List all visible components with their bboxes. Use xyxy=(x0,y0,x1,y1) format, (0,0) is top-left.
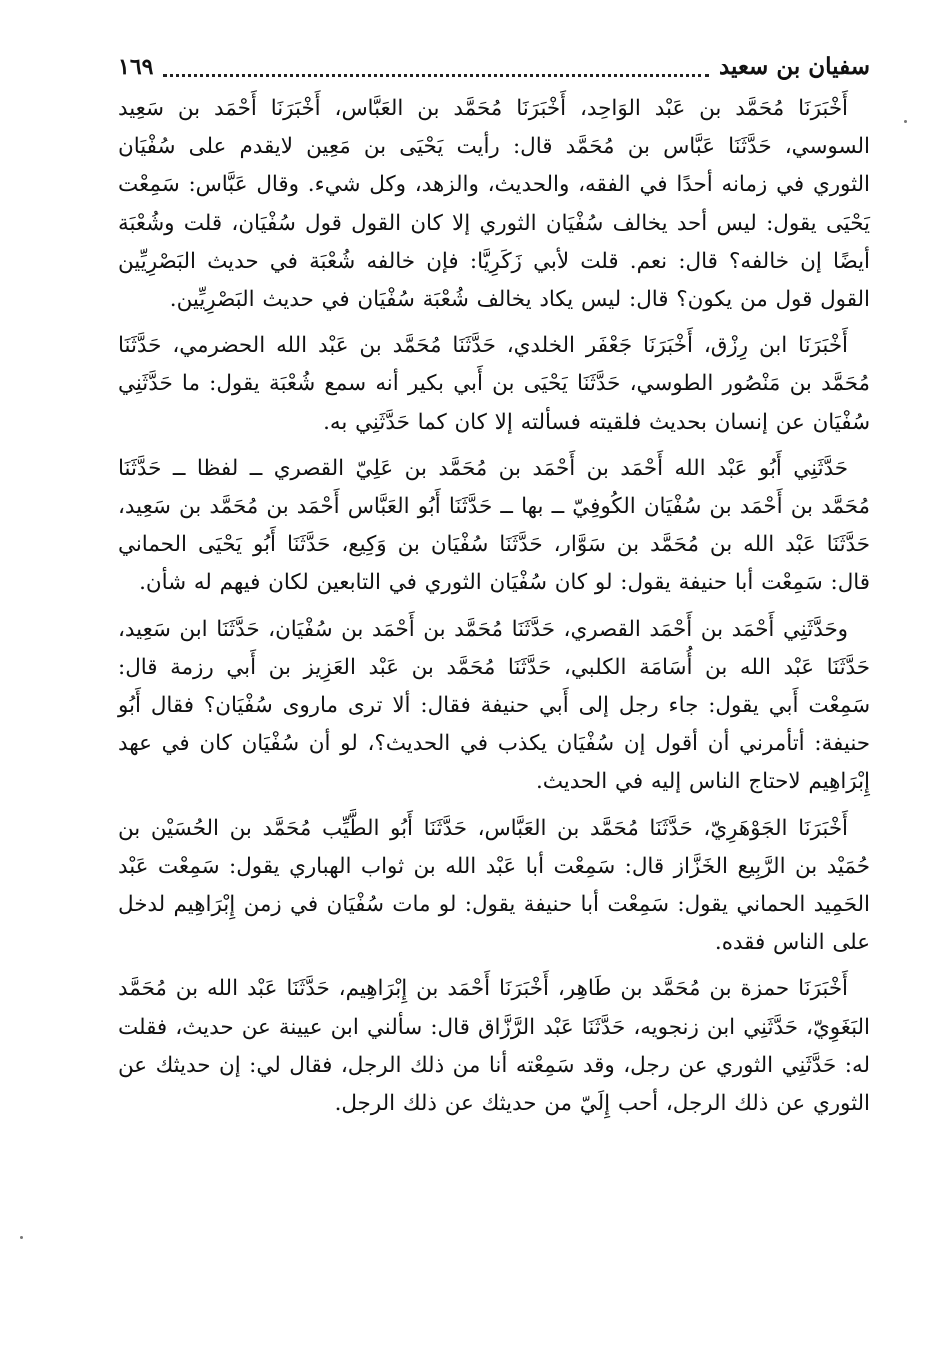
book-page xyxy=(118,50,870,1340)
page-body xyxy=(118,90,870,1123)
margin-speck xyxy=(20,1236,23,1239)
paragraph-3: حَدَّثَنِي أَبُو عَبْد الله أَحْمَد بن أَحْمَد بن مُحَمَّد بن عَلِيّ القصري ــ لفظا ــ حَدَّثَنَا مُحَمَّد بن أَحْمَد بن سُفْيَان الكُوفِيّ ــ بها ــ حَدَّثَنَا أَبُو العَبَّاس أَحْمَد بن مُحَمَّد بن سَعِيد، حَدَّثَنَا عَبْد الله بن مُحَمَّد بن سَوَّار، حَدَّثَنَا سُفْيَان بن وَكِيع، حَدَّثَنَا أَبُو يَحْيَى الحماني قال: سَمِعْت أبا حنيفة يقول: لو كان سُفْيَان الثوري في التابعين لكان فيهم له شأن. xyxy=(118,455,870,596)
margin-speck xyxy=(904,120,907,123)
paragraph-1: أَخْبَرَنَا مُحَمَّد بن عَبْد الوَاحِد، أَخْبَرَنَا مُحَمَّد بن العَبَّاس، أَخْبَرَنَا أَحْمَد بن سَعِيد السوسي، حَدَّثَنَا عَبَّاس بن مُحَمَّد قال: رأيت يَحْيَى بن مَعِين لايقدم على سُفْيَان الثوري في زمانه أحدًا في الفقه، والحديث، والزهد، وكل شيء. وقال عَبَّاس: سَمِعْت يَحْيَى يقول: ليس أحد يخالف سُفْيَان الثوري إلا كان القول قول سُفْيَان، قلت وشُعْبَة أيضًا إن خالفه؟ قال: نعم. قلت لأبي زَكَرِيَّا: فإن خالفه شُعْبَة في حديث البَصْرِيِّين القول قول من يكون؟ قال: ليس يكاد يخالف شُعْبَة سُفْيَان في حديث البَصْرِيِّين. xyxy=(118,96,870,313)
page-header xyxy=(118,50,870,86)
page-number: ١٦٩ xyxy=(118,54,154,80)
paragraph-4: وحَدَّثَنِي أَحْمَد بن أَحْمَد القصري، حَدَّثَنَا مُحَمَّد بن أَحْمَد بن سُفْيَان، حَدَّثَنَا ابن سَعِيد، حَدَّثَنَا عَبْد الله بن أُسَامَة الكلبي، حَدَّثَنَا مُحَمَّد بن عَبْد العَزِيز بن أَبي رزمة قال: سَمِعْت أَبي يقول: جاء رجل إلى أَبي حنيفة فقال: ألا ترى ماروى سُفْيَان؟ فقال أَبُو حنيفة: أتأمرني أن أقول إن سُفْيَان يكذب في الحديث؟، لو أن سُفْيَان كان في عهد إِبْرَاهِيم لاحتاج الناس إليه في الحديث. xyxy=(118,616,870,795)
running-title: سفيان بن سعيد xyxy=(718,53,870,80)
header-dot-leader xyxy=(163,56,708,77)
paragraph-2: أَخْبَرَنَا ابن رِزْق، أَخْبَرَنَا جَعْفَر الخلدي، حَدَّثَنَا مُحَمَّد بن عَبْد الله الحضرمي، حَدَّثَنَا مُحَمَّد بن مَنْصُور الطوسي، حَدَّثَنَا يَحْيَى بن أَبي بكير أنه سمع شُعْبَة يقول: ما حَدَّثَنِي سُفْيَان عن إنسان بحديث فلقيته فسألته إلا كان كما حَدَّثَنِي به. xyxy=(118,333,870,435)
paragraph-5: أَخْبَرَنَا الجَوْهَرِيّ، حَدَّثَنَا مُحَمَّد بن العَبَّاس، حَدَّثَنَا أَبُو الطَّيِّب مُحَمَّد بن الحُسَيْن بن حُمَيْد بن الرَّبِيع الخَزَّاز قال: سَمِعْت أبا عَبْد الله بن ثواب الهباري يقول: سَمِعْت عَبْد الحَمِيد الحماني يقول: سَمِعْت أبا حنيفة يقول: لو مات سُفْيَان في زمن إِبْرَاهِيم لدخل على الناس فقده. xyxy=(118,815,870,956)
paragraph-6: أَخْبَرَنَا حمزة بن مُحَمَّد بن طَاهِر، أَخْبَرَنَا أَحْمَد بن إِبْرَاهِيم، حَدَّثَنَا عَبْد الله بن مُحَمَّد البَغَوِيّ، حَدَّثَنِي ابن زنجويه، حَدَّثَنَا عَبْد الرَّزَّاق قال: سألني ابن عيينة عن حديث، فقلت له: حَدَّثَنِي الثوري عن رجل، وقد سَمِعْته أنا من ذلك الرجل، فقال لي: إن حديثك عن الثوري عن ذلك الرجل، أحب إِلَيّ من حديثك عن ذلك الرجل. xyxy=(118,976,870,1117)
